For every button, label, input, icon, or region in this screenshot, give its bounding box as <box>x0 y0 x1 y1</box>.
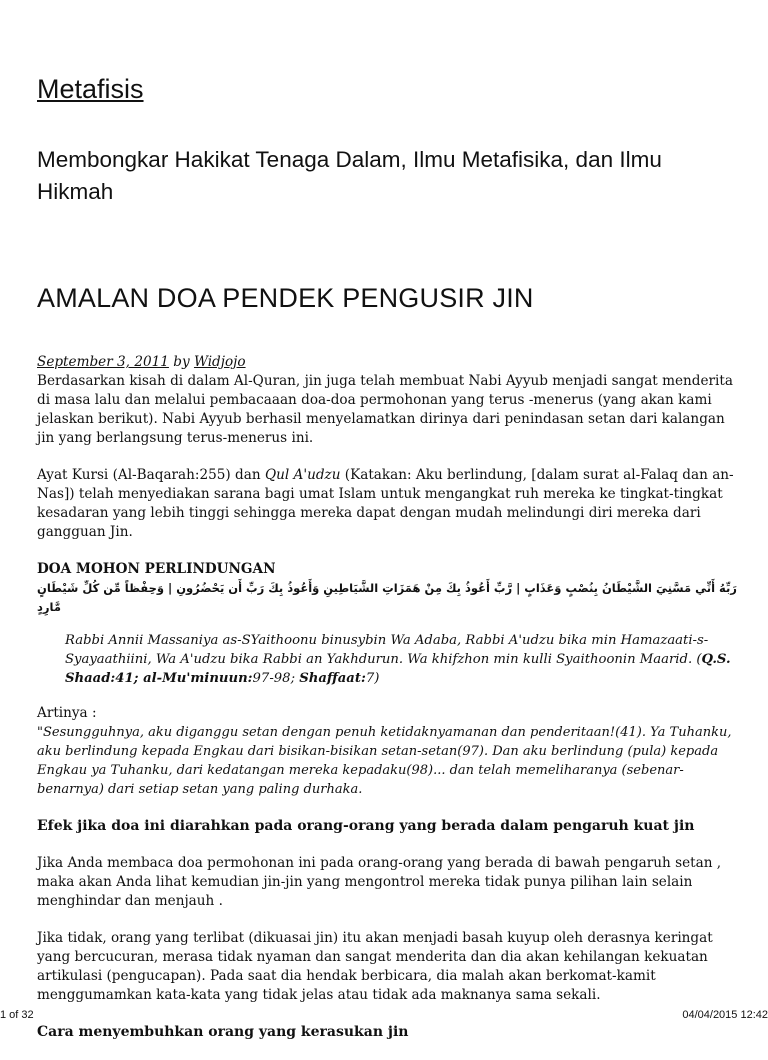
post-meta <box>37 353 742 372</box>
print-timestamp: 04/04/2015 12:42 <box>682 1009 768 1021</box>
post-date-link[interactable]: September 3, 2011 <box>37 354 169 370</box>
paragraph-effect-2: Jika tidak, orang yang terlibat (dikuasai jin) itu akan menjadi basah kuyup oleh derasnya keringat yang bercucuran, merasa tidak nyaman dan sangat menderita dan dia akan kehilangan kekuatan artikulasi (pengucapan). Pada saat dia hendak berbicara, dia malah akan berkomat-kamit menggumamkan kata-kata yang tidak jelas atau tidak ada maknanya sama sekali. <box>37 930 713 1003</box>
p2-text-b: (Katakan: Aku berlindung, [dalam surat al-Falaq dan an-Nas]) telah menyediakan sarana bagi umat Islam untuk mengangkat ruh mereka ke tingkat-tingkat kesadaran yang lebih tinggi sehingga mereka dapat dengan mudah melindungi diri mereka dari gangguan Jin. <box>37 467 734 540</box>
paragraph-effect-1: Jika Anda membaca doa permohonan ini pada orang-orang yang berada di bawah pengaruh setan , maka akan Anda lihat kemudian jin-jin yang mengontrol mereka tidak punya pilihan lain selain menghindar dan menjauh . <box>37 855 722 909</box>
ref-shaffaat: Shaffaat: <box>299 671 366 686</box>
artinya-text: "Sesungguhnya, aku diganggu setan dengan penuh ketidaknyamanan dan penderitaan!(41). Ya Tuhanku, aku berlindung kepada Engkau dari bisikan-bisikan setan-setan(97). Dan aku berlindung (pula) kepada Engkau ya Tuhanku, dari kedatangan mereka kepadaku(98)... dan telah memeliharanya (sebenar-benarnya) dari setiap setan yang paling durhaka. <box>37 725 732 797</box>
post-content <box>37 353 742 1060</box>
translit-text: Rabbi Annii Massaniya as-SYaithoonu binusybin Wa Adaba, Rabbi A'udzu bika min Hamazaati-s-Syayaathiini, Wa A'udzu bika Rabbi an Yakhdurun. Wa khifzhon min kulli Syaithoonin Maarid. ( <box>65 633 709 667</box>
ref-qs: Q.S. Shaad:41; al-Mu'minuun: <box>65 652 731 686</box>
p2-emphasis: Qul A'udzu <box>264 467 341 483</box>
heading-cara: Cara menyembuhkan orang yang kerasukan jin <box>37 1024 409 1040</box>
site-title[interactable]: Metafisis <box>37 74 144 104</box>
transliteration <box>65 631 742 688</box>
author-link[interactable]: Widjojo <box>193 354 246 370</box>
ref-a: 97-98; <box>252 671 300 686</box>
post-title: AMALAN DOA PENDEK PENGUSIR JIN <box>37 283 534 313</box>
paragraph-intro: Berdasarkan kisah di dalam Al-Quran, jin juga telah membuat Nabi Ayyub menjadi sangat menderita di masa lalu dan melalui pembacaaan doa-doa permohonan yang terus -menerus (yang akan kami jelaskan berikut). Nabi Ayyub berhasil menyelamatkan dirinya dari penindasan setan dari kalangan jin yang berlangsung terus-menerus ini. <box>37 373 733 446</box>
by-label: by <box>173 354 190 370</box>
heading-efek: Efek jika doa ini diarahkan pada orang-orang yang berada dalam pengaruh kuat jin <box>37 818 695 834</box>
page-counter: 1 of 32 <box>0 1009 34 1021</box>
p2-text-a: Ayat Kursi (Al-Baqarah:255) dan <box>37 467 265 483</box>
arabic-prayer: رَبِّهُ أَنِّي مَسَّنِيَ الشَّيْطَانُ بِنُصْبٍ وَعَذَابٍ | رَّبِّ أَعُوذُ بِكَ مِنْ هَمَزَاتِ الشَّيَاطِينِ وَأَعُوذُ بِكَ رَبِّ أَن يَحْضُرُونِ | وَحِفْظاً مِّن كُلِّ شَيْطَانٍ مَّارِدٍ <box>37 581 737 614</box>
paragraph-ayat-kursi <box>37 466 742 542</box>
ref-b: 7) <box>365 671 380 686</box>
artinya-label: Artinya : <box>37 705 97 721</box>
site-tagline: Membongkar Hakikat Tenaga Dalam, Ilmu Metafisika, dan Ilmu Hikmah <box>37 147 662 204</box>
doa-heading: DOA MOHON PERLINDUNGAN <box>37 561 276 577</box>
